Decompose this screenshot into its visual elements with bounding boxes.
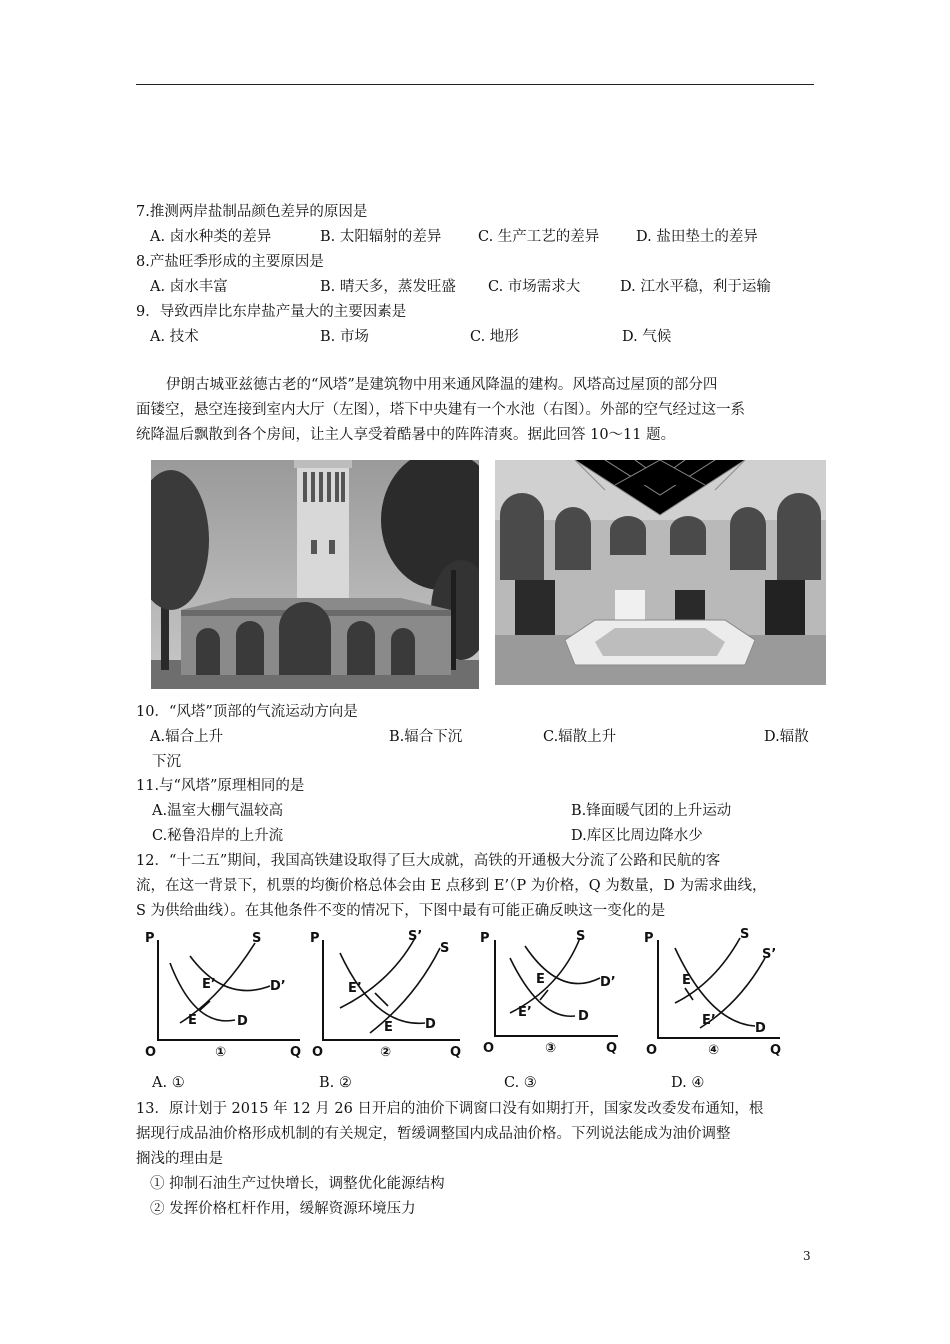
g1-arrow	[200, 1001, 210, 1010]
g4-label-2: S’	[762, 947, 777, 962]
g3-number: ③	[545, 1041, 557, 1056]
q7-option-b: B. 太阳辐射的差异	[320, 229, 442, 245]
g2-label-1: S’	[408, 929, 423, 944]
wind-tower-interior-photo	[495, 460, 826, 685]
g4-supply-curve	[675, 938, 740, 1003]
g4-label-3: D	[755, 1021, 766, 1036]
q11-option-a: A.温室大棚气温较高	[152, 803, 284, 819]
q8-option-b: B. 晴天多，蒸发旺盛	[320, 279, 456, 295]
page-number: 3	[803, 1249, 811, 1263]
g2-point-1: E’	[348, 981, 362, 996]
q13-option-2: ② 发挥价格杠杆作用，缓解资源环境压力	[150, 1201, 416, 1217]
g3-point-1: E	[536, 972, 545, 987]
q7-option-a: A. 卤水种类的差异	[150, 229, 272, 245]
g4-axis-q: Q	[770, 1043, 782, 1058]
q13-option-1: ① 抑制石油生产过快增长，调整优化能源结构	[150, 1176, 445, 1192]
q10-stem: 10．“风塔”顶部的气流运动方向是	[136, 704, 358, 720]
g1-axis-p: P	[145, 931, 155, 946]
supply-demand-graphs	[140, 928, 800, 1063]
g3-point-2: E’	[518, 1005, 532, 1020]
g3-origin: O	[483, 1041, 495, 1056]
g2-arrow	[375, 993, 388, 1006]
g1-point-2: E	[188, 1013, 197, 1028]
q10-option-d-continued: 下沉	[152, 754, 181, 770]
q11-stem: 11.与“风塔”原理相同的是	[136, 778, 305, 794]
g4-point-2: E’	[702, 1013, 716, 1028]
wind-tower-exterior-photo	[151, 460, 479, 689]
q10-option-d: D.辐散	[764, 729, 809, 745]
g4-number: ④	[708, 1043, 720, 1058]
passage-line-2: 面镂空，悬空连接到室内大厅（左图），塔下中央建有一个水池（右图）。外部的空气经过这一系	[136, 402, 745, 418]
g4-label-1: S	[740, 928, 750, 942]
g1-label-3: D	[237, 1014, 248, 1029]
q9-option-d: D. 气候	[622, 329, 672, 345]
q12-line-1: 12．“十二五”期间，我国高铁建设取得了巨大成就，高铁的开通极大分流了公路和民航的客	[136, 853, 721, 869]
q7-stem: 7.推测两岸盐制品颜色差异的原因是	[136, 204, 368, 220]
passage-line-1: 伊朗古城亚兹德古老的“风塔”是建筑物中用来通风降温的建构。风塔高过屋顶的部分四	[166, 377, 718, 393]
q8-stem: 8.产盐旺季形成的主要原因是	[136, 254, 324, 270]
q12-option-a: A. ①	[152, 1075, 185, 1091]
q12-line-2: 流，在这一背景下，机票的均衡价格总体会由 E 点移到 E’（P 为价格，Q 为数量，D 为需求曲线，	[136, 878, 767, 894]
g2-axis-q: Q	[450, 1045, 462, 1060]
g2-label-2: S	[440, 941, 450, 956]
q11-option-d: D.库区比周边降水少	[571, 828, 703, 844]
g3-axis-q: Q	[606, 1041, 618, 1056]
q10-option-b: B.辐合下沉	[389, 729, 463, 745]
q12-option-d: D. ④	[671, 1075, 705, 1091]
q12-line-3: S 为供给曲线）。在其他条件不变的情况下，下图中最有可能正确反映这一变化的是	[136, 903, 666, 919]
q11-option-c: C.秘鲁沿岸的上升流	[152, 828, 284, 844]
g2-axis-p: P	[310, 931, 320, 946]
header-rule	[136, 84, 814, 85]
q7-option-d: D. 盐田垫土的差异	[636, 229, 758, 245]
g1-origin: O	[145, 1045, 157, 1060]
q12-option-c: C. ③	[504, 1075, 537, 1091]
g3-label-1: S	[576, 929, 586, 944]
q9-option-c: C. 地形	[470, 329, 519, 345]
g4-axis-p: P	[644, 931, 654, 946]
q12-option-b: B. ②	[319, 1075, 352, 1091]
q9-option-b: B. 市场	[320, 329, 369, 345]
g2-point-2: E	[384, 1020, 393, 1035]
q8-option-d: D. 江水平稳，利于运输	[620, 279, 771, 295]
g2-origin: O	[312, 1045, 324, 1060]
q10-option-c: C.辐散上升	[543, 729, 617, 745]
q10-option-a: A.辐合上升	[150, 729, 224, 745]
g3-axis-p: P	[480, 931, 490, 946]
g1-axis-q: Q	[290, 1045, 302, 1060]
q13-line-1: 13．原计划于 2015 年 12 月 26 日开启的油价下调窗口没有如期打开，国家发改委发布通知，根	[136, 1101, 764, 1117]
g3-supply-curve	[510, 938, 580, 1013]
g1-label-2: D’	[270, 979, 286, 994]
g4-origin: O	[646, 1043, 658, 1058]
q7-option-c: C. 生产工艺的差异	[478, 229, 600, 245]
q8-option-a: A. 卤水丰富	[150, 279, 228, 295]
g3-label-3: D	[578, 1009, 589, 1024]
passage-line-3: 统降温后飘散到各个房间，让主人享受着酷暑中的阵阵清爽。据此回答 10～11 题。	[136, 427, 676, 443]
g4-point-1: E	[682, 973, 691, 988]
g1-point-1: E’	[202, 977, 216, 992]
q9-option-a: A. 技术	[150, 329, 199, 345]
g1-number: ①	[215, 1045, 227, 1060]
q8-option-c: C. 市场需求大	[488, 279, 581, 295]
g3-label-2: D’	[600, 975, 616, 990]
q13-line-3: 搁浅的理由是	[136, 1151, 223, 1167]
q13-line-2: 据现行成品油价格形成机制的有关规定，暂缓调整国内成品油价格。下列说法能成为油价调整	[136, 1126, 731, 1142]
g2-number: ②	[380, 1045, 392, 1060]
q9-stem: 9．导致西岸比东岸盐产量大的主要因素是	[136, 304, 407, 320]
q11-option-b: B.锋面暖气团的上升运动	[571, 803, 732, 819]
g1-label-1: S	[252, 931, 262, 946]
g2-label-3: D	[425, 1017, 436, 1032]
